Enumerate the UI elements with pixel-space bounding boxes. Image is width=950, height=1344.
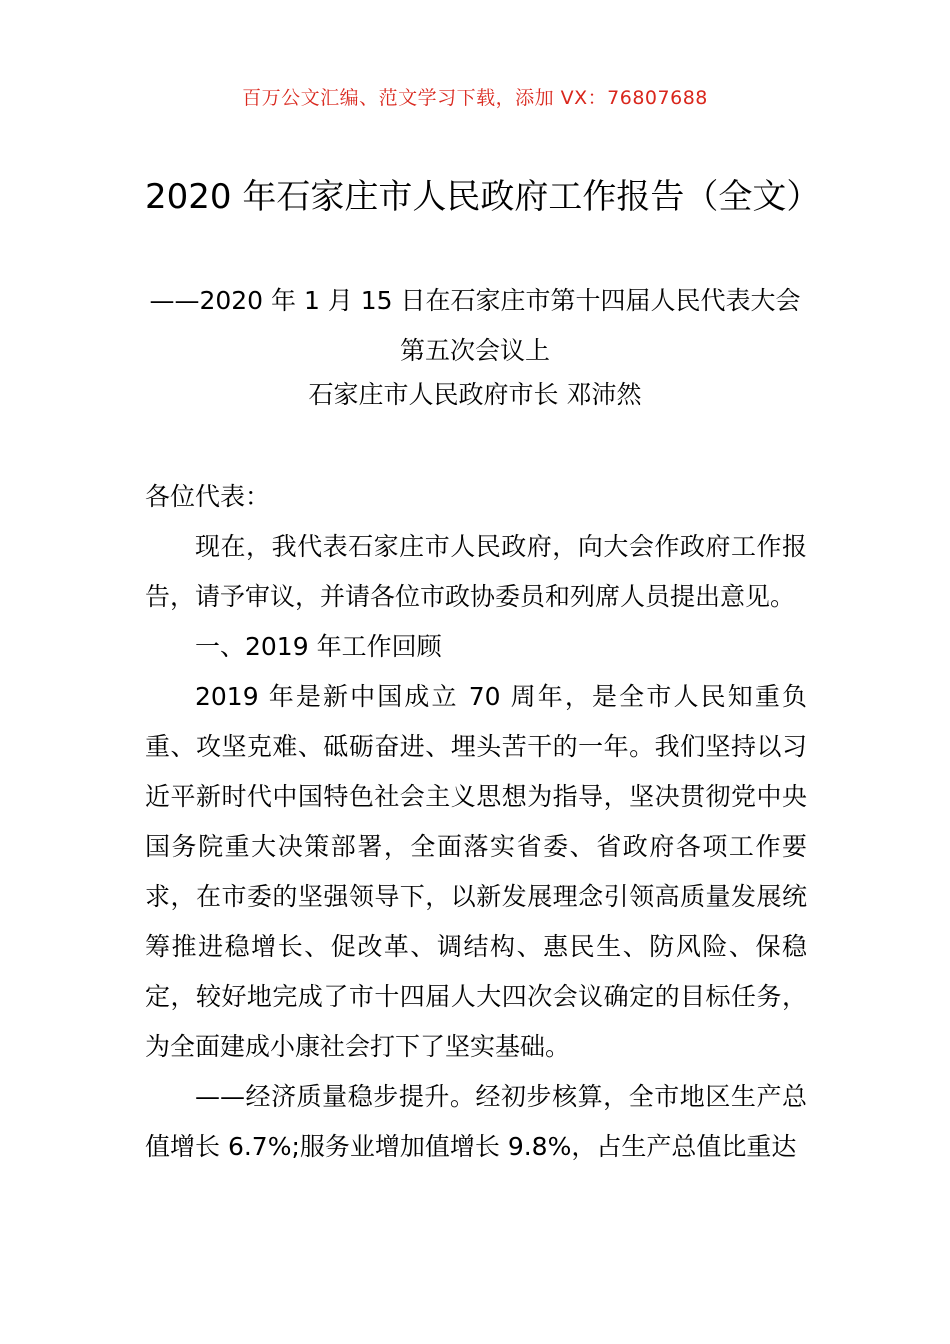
document-body: [145, 472, 807, 1172]
document-subtitle: ——2020 年 1 月 15 日在石家庄市第十四届人民代表大会第五次会议上: [149, 286, 801, 365]
section-heading: 一、2019 年工作回顾: [195, 632, 442, 661]
paragraph-economy: ——经济质量稳步提升。经初步核算，全市地区生产总值增长 6.7%;服务业增加值增长 9.8%，占生产总值比重达: [145, 1082, 807, 1161]
salutation: 各位代表：: [145, 482, 271, 511]
document-author: 石家庄市人民政府市长 邓沛然: [308, 380, 642, 409]
header-watermark: 百万公文汇编、范文学习下载，添加 VX：76807688: [242, 87, 708, 109]
paragraph-intro: 现在，我代表石家庄市人民政府，向大会作政府工作报告，请予审议，并请各位市政协委员和列席人员提出意见。: [145, 532, 807, 611]
paragraph-review: 2019 年是新中国成立 70 周年，是全市人民知重负重、攻坚克难、砥砺奋进、埋头苦干的一年。我们坚持以习近平新时代中国特色社会主义思想为指导，坚决贯彻党中央国务院重大决策部署，全面落实省委、省政府各项工作要求，在市委的坚强领导下，以新发展理念引领高质量发展统筹推进稳增长、促改革、调结构、惠民生、防风险、保稳定，较好地完成了市十四届人大四次会议确定的目标任务，为全面建成小康社会打下了坚实基础。: [145, 682, 807, 1061]
document-title: 2020 年石家庄市人民政府工作报告（全文）: [145, 177, 821, 217]
